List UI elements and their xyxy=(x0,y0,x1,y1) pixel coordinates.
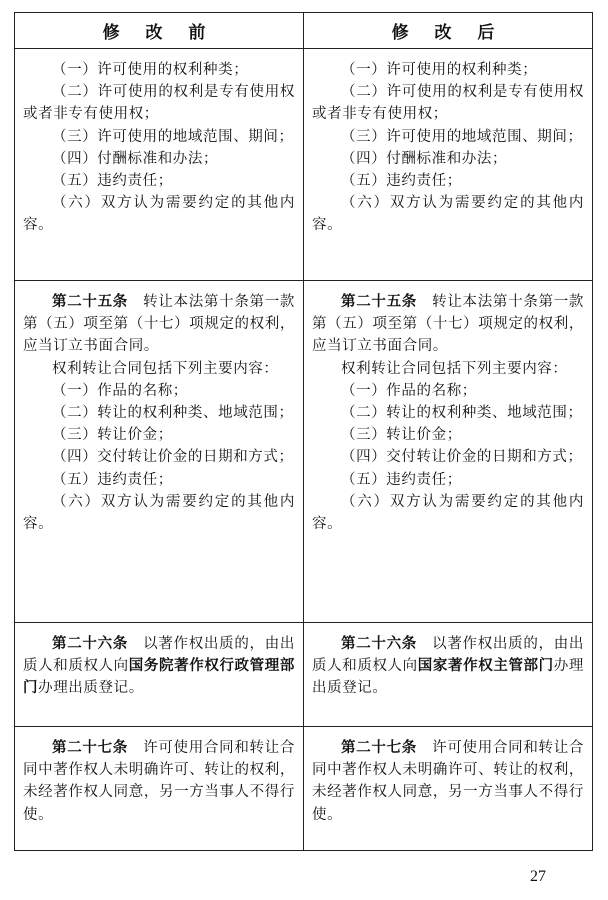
paragraph xyxy=(312,402,584,424)
cell-content xyxy=(304,281,592,541)
paragraph xyxy=(312,192,584,236)
paragraph xyxy=(23,358,295,380)
paragraph-text: 以著作权出质的，由出质人和质权人向 xyxy=(23,636,295,675)
comparison-table xyxy=(14,12,593,851)
cell-after xyxy=(304,727,593,851)
article-number: 第二十五条 xyxy=(52,294,128,310)
paragraph xyxy=(23,59,295,81)
paragraph xyxy=(312,170,584,192)
paragraph xyxy=(312,469,584,491)
cell-before xyxy=(15,623,304,727)
paragraph-text: 权利转让合同包括下列主要内容： xyxy=(341,360,568,377)
paragraph-text: （六）双方认为需要约定的其他内容。 xyxy=(23,195,295,234)
paragraph xyxy=(23,170,295,192)
cell-after xyxy=(304,49,593,281)
paragraph xyxy=(312,380,584,402)
paragraph-text: （三）许可使用的地域范围、期间； xyxy=(52,128,294,145)
paragraph xyxy=(23,469,295,491)
cell-content xyxy=(304,49,592,243)
cell-after xyxy=(304,281,593,623)
cell-after xyxy=(304,623,593,727)
cell-content xyxy=(15,727,303,832)
paragraph xyxy=(23,424,295,446)
paragraph xyxy=(312,358,584,380)
paragraph-text: （三）转让价金； xyxy=(52,427,173,444)
article-number: 第二十六条 xyxy=(341,636,417,652)
paragraph xyxy=(312,81,584,125)
paragraph xyxy=(312,424,584,446)
paragraph-text: 转让本法第十条第一款第（五）项至第（十七）项规定的权利，应当订立书面合同。 xyxy=(23,294,295,355)
cell-before xyxy=(15,49,304,281)
paragraph-text: （六）双方认为需要约定的其他内容。 xyxy=(23,493,295,533)
header-before: 修 改 前 xyxy=(15,13,304,49)
paragraph xyxy=(23,126,295,148)
emphasized-text: 国务院著作权行政管理部门 xyxy=(23,658,295,697)
paragraph-text: （四）付酬标准和办法； xyxy=(52,150,219,167)
header-row xyxy=(15,13,593,49)
paragraph xyxy=(312,633,584,700)
paragraph xyxy=(312,126,584,148)
table-body xyxy=(15,49,593,851)
table-row xyxy=(15,623,593,727)
paragraph-text: （二）转让的权利种类、地域范围； xyxy=(52,405,294,422)
paragraph-text: （五）违约责任； xyxy=(341,173,462,190)
paragraph xyxy=(312,59,584,81)
paragraph-text: （二）许可使用的权利是专有使用权或者非专有使用权； xyxy=(312,84,584,123)
paragraph xyxy=(23,737,295,826)
paragraph-text: 以著作权出质的，由出质人和质权人向 xyxy=(312,636,584,675)
table-row xyxy=(15,727,593,851)
cell-content xyxy=(304,727,592,832)
paragraph-text: （六）双方认为需要约定的其他内容。 xyxy=(312,195,584,234)
paragraph-text: （二）转让的权利种类、地域范围； xyxy=(341,405,583,422)
paragraph-text: （五）违约责任； xyxy=(52,173,173,190)
article-number: 第二十七条 xyxy=(52,740,128,756)
paragraph-text: 办理出质登记。 xyxy=(312,658,584,697)
paragraph-text: 许可使用合同和转让合同中著作权人未明确许可、转让的权利，未经著作权人同意，另一方当事人不得行使。 xyxy=(312,740,584,823)
cell-before xyxy=(15,727,304,851)
paragraph-text: 许可使用合同和转让合同中著作权人未明确许可、转让的权利，未经著作权人同意，另一方当事人不得行使。 xyxy=(23,740,295,823)
table-row xyxy=(15,281,593,623)
paragraph-text: （六）双方认为需要约定的其他内容。 xyxy=(312,493,584,533)
paragraph-text: 转让本法第十条第一款第（五）项至第（十七）项规定的权利，应当订立书面合同。 xyxy=(312,294,584,355)
paragraph xyxy=(312,148,584,170)
paragraph-text: 权利转让合同包括下列主要内容： xyxy=(52,360,279,377)
paragraph-text: （一）许可使用的权利种类； xyxy=(341,62,538,78)
table-row xyxy=(15,49,593,281)
paragraph xyxy=(23,446,295,468)
paragraph-text: （四）交付转让价金的日期和方式； xyxy=(341,449,583,466)
emphasized-text: 国家著作权主管部门 xyxy=(417,658,554,675)
paragraph-text: （三）转让价金； xyxy=(341,427,462,444)
cell-content xyxy=(15,281,303,541)
cell-content xyxy=(15,623,303,706)
paragraph-text: （五）违约责任； xyxy=(341,471,462,488)
paragraph-text: （一）作品的名称； xyxy=(52,382,188,399)
paragraph xyxy=(23,291,295,358)
article-number: 第二十五条 xyxy=(341,294,417,310)
paragraph-text: （三）许可使用的地域范围、期间； xyxy=(341,128,583,145)
article-number: 第二十七条 xyxy=(341,740,417,756)
cell-before xyxy=(15,281,304,623)
paragraph-text: （一）作品的名称； xyxy=(341,382,477,399)
paragraph xyxy=(23,633,295,700)
paragraph xyxy=(23,491,295,535)
paragraph-text: （一）许可使用的权利种类； xyxy=(52,62,249,78)
paragraph xyxy=(23,192,295,236)
paragraph-text: （五）违约责任； xyxy=(52,471,173,488)
cell-content xyxy=(304,623,592,706)
header-after: 修 改 后 xyxy=(304,13,593,49)
paragraph xyxy=(312,446,584,468)
cell-content xyxy=(15,49,303,243)
article-number: 第二十六条 xyxy=(52,636,128,652)
paragraph xyxy=(23,402,295,424)
paragraph-text: （四）付酬标准和办法； xyxy=(341,150,508,167)
paragraph xyxy=(23,81,295,125)
paragraph xyxy=(312,491,584,535)
paragraph xyxy=(23,380,295,402)
page-number: 27 xyxy=(530,868,546,885)
paragraph-text: （二）许可使用的权利是专有使用权或者非专有使用权； xyxy=(23,84,295,123)
paragraph xyxy=(23,148,295,170)
paragraph-text: 办理出质登记。 xyxy=(38,680,144,697)
paragraph xyxy=(312,291,584,358)
paragraph-text: （四）交付转让价金的日期和方式； xyxy=(52,449,294,466)
paragraph xyxy=(312,737,584,826)
